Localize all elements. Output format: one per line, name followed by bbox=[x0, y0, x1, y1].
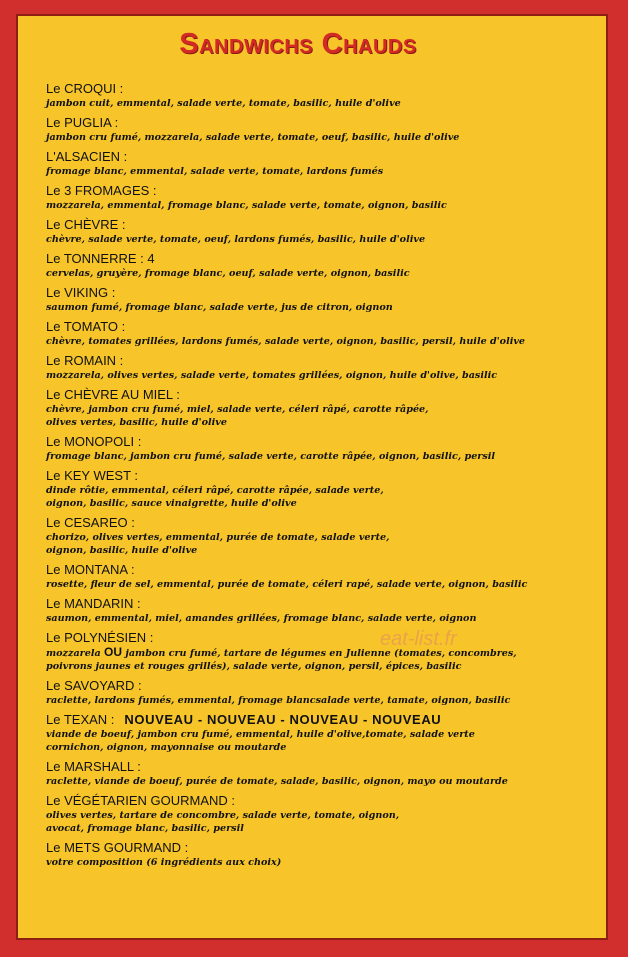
menu-item-name bbox=[46, 148, 606, 165]
menu-item-name bbox=[46, 352, 606, 369]
menu-title: Sandwichs Chauds bbox=[179, 28, 417, 60]
ingredient-line: jambon cru fumé, mozzarela, salade verte, tomate, oeuf, basilic, huile d'olive bbox=[46, 132, 460, 143]
menu-item-name bbox=[46, 114, 606, 131]
ingredient-line: viande de boeuf, jambon cru fumé, emmental, huile d'olive,tomate, salade verte bbox=[46, 729, 475, 740]
menu-item bbox=[46, 595, 606, 625]
menu-item-name bbox=[46, 839, 606, 856]
menu-panel bbox=[16, 14, 608, 940]
menu-item-ingredients bbox=[46, 484, 606, 510]
menu-item-name bbox=[46, 561, 606, 578]
ingredient-line: olives vertes, tartare de concombre, salade verte, tomate, oignon, bbox=[46, 810, 400, 821]
menu-item-name-text: Le TONNERRE : 4 bbox=[46, 251, 155, 266]
menu-item-name-text: Le TOMATO : bbox=[46, 319, 126, 334]
menu-item-name bbox=[46, 629, 606, 646]
menu-item bbox=[46, 148, 606, 178]
menu-item-ingredients bbox=[46, 728, 606, 754]
menu-item-name bbox=[46, 182, 606, 199]
menu-item-ingredients bbox=[46, 267, 606, 280]
menu-item-name bbox=[46, 433, 606, 450]
menu-item bbox=[46, 433, 606, 463]
ingredient-text: jambon cru fumé, tartare de légumes en Julienne (tomates, concombres, bbox=[125, 648, 517, 659]
menu-item bbox=[46, 318, 606, 348]
menu-item-name-text: Le TEXAN : bbox=[46, 712, 115, 727]
menu-item-name bbox=[46, 318, 606, 335]
menu-item-name bbox=[46, 80, 606, 97]
menu-item-name-text: Le KEY WEST : bbox=[46, 468, 139, 483]
menu-item-ingredients bbox=[46, 233, 606, 246]
menu-item bbox=[46, 250, 606, 280]
menu-item-name-text: Le ROMAIN : bbox=[46, 353, 124, 368]
menu-item bbox=[46, 839, 606, 869]
ingredient-line: votre composition (6 ingrédients aux choix) bbox=[46, 857, 282, 868]
menu-item-name-text: Le PUGLIA : bbox=[46, 115, 119, 130]
menu-item-name-text: Le SAVOYARD : bbox=[46, 678, 142, 693]
menu-item-name-text: Le MANDARIN : bbox=[46, 596, 141, 611]
menu-item-name-text: Le 3 FROMAGES : bbox=[46, 183, 157, 198]
menu-item-name-text: Le CROQUI : bbox=[46, 81, 124, 96]
ingredient-line: fromage blanc, emmental, salade verte, tomate, lardons fumés bbox=[46, 166, 384, 177]
menu-item-name-text: Le METS GOURMAND : bbox=[46, 840, 189, 855]
menu-item-name bbox=[46, 595, 606, 612]
menu-item bbox=[46, 216, 606, 246]
ingredient-line: cornichon, oignon, mayonnaise ou moutarde bbox=[46, 742, 287, 753]
ingredient-line: chèvre, salade verte, tomate, oeuf, lardons fumés, basilic, huile d'olive bbox=[46, 234, 426, 245]
menu-item bbox=[46, 284, 606, 314]
sandwich-list bbox=[46, 80, 606, 873]
menu-item-name-text: Le CHÈVRE : bbox=[46, 217, 126, 232]
menu-item-ingredients bbox=[46, 403, 606, 429]
ingredient-line: avocat, fromage blanc, basilic, persil bbox=[46, 823, 244, 834]
ingredient-line bbox=[46, 646, 606, 660]
menu-item-name bbox=[46, 250, 606, 267]
ingredient-line: cervelas, gruyère, fromage blanc, oeuf, salade verte, oignon, basilic bbox=[46, 268, 410, 279]
menu-item-name-text: Le POLYNÉSIEN : bbox=[46, 630, 154, 645]
menu-item-name bbox=[46, 514, 606, 531]
ingredient-text: mozzarela bbox=[46, 648, 101, 659]
menu-item-name bbox=[46, 284, 606, 301]
ingredient-line: raclette, viande de boeuf, purée de tomate, salade, basilic, oignon, mayo ou moutarde bbox=[46, 776, 508, 787]
menu-item-ingredients bbox=[46, 97, 606, 110]
menu-item-name bbox=[46, 792, 606, 809]
ingredient-line: saumon fumé, fromage blanc, salade verte, jus de citron, oignon bbox=[46, 302, 393, 313]
menu-item-ingredients bbox=[46, 646, 606, 673]
ingredient-line: fromage blanc, jambon cru fumé, salade verte, carotte râpée, oignon, basilic, persil bbox=[46, 451, 496, 462]
menu-item bbox=[46, 182, 606, 212]
menu-item bbox=[46, 352, 606, 382]
menu-item-ingredients bbox=[46, 301, 606, 314]
menu-item-ingredients bbox=[46, 450, 606, 463]
menu-item bbox=[46, 711, 606, 754]
menu-item-name-text: Le VÉGÉTARIEN GOURMAND : bbox=[46, 793, 236, 808]
menu-item-name bbox=[46, 711, 606, 728]
ingredient-line: mozzarela, olives vertes, salade verte, tomates grillées, oignon, huile d'olive, basilic bbox=[46, 370, 498, 381]
menu-item-name bbox=[46, 677, 606, 694]
ingredient-line: raclette, lardons fumés, emmental, fromage blancsalade verte, tamate, oignon, basilic bbox=[46, 695, 511, 706]
new-badge: NOUVEAU - NOUVEAU - NOUVEAU - NOUVEAU bbox=[124, 712, 442, 727]
menu-item bbox=[46, 677, 606, 707]
ingredient-line: poivrons jaunes et rouges grillés), salade verte, oignon, persil, épices, basilic bbox=[46, 661, 462, 672]
watermark: eat-list.fr bbox=[380, 628, 457, 650]
menu-item-ingredients bbox=[46, 335, 606, 348]
menu-item-name-text: Le CESAREO : bbox=[46, 515, 135, 530]
menu-item-ingredients bbox=[46, 531, 606, 557]
menu-item bbox=[46, 629, 606, 673]
menu-item-ingredients bbox=[46, 165, 606, 178]
ingredient-line: jambon cuit, emmental, salade verte, tomate, basilic, huile d'olive bbox=[46, 98, 401, 109]
menu-item-ingredients bbox=[46, 612, 606, 625]
menu-item-name-text: Le CHÈVRE AU MIEL : bbox=[46, 387, 180, 402]
menu-item bbox=[46, 561, 606, 591]
ingredient-line: chèvre, jambon cru fumé, miel, salade verte, céleri râpé, carotte râpée, bbox=[46, 404, 429, 415]
menu-item-ingredients bbox=[46, 856, 606, 869]
menu-item bbox=[46, 467, 606, 510]
menu-item-ingredients bbox=[46, 809, 606, 835]
menu-item-name-text: Le MONOPOLI : bbox=[46, 434, 142, 449]
menu-item-ingredients bbox=[46, 199, 606, 212]
menu-item-name-text: Le VIKING : bbox=[46, 285, 116, 300]
menu-item-name-text: L'ALSACIEN : bbox=[46, 149, 128, 164]
or-separator: OU bbox=[104, 645, 123, 659]
menu-item-ingredients bbox=[46, 369, 606, 382]
ingredient-line: chorizo, olives vertes, emmental, purée de tomate, salade verte, bbox=[46, 532, 390, 543]
menu-item-ingredients bbox=[46, 775, 606, 788]
ingredient-line: dinde rôtie, emmental, céleri râpé, carotte râpée, salade verte, bbox=[46, 485, 384, 496]
menu-item-ingredients bbox=[46, 131, 606, 144]
ingredient-line: olives vertes, basilic, huile d'olive bbox=[46, 417, 227, 428]
ingredient-line: mozzarela, emmental, fromage blanc, salade verte, tomate, oignon, basilic bbox=[46, 200, 447, 211]
menu-item-name bbox=[46, 386, 606, 403]
menu-item bbox=[46, 758, 606, 788]
menu-item bbox=[46, 114, 606, 144]
menu-item bbox=[46, 80, 606, 110]
menu-item bbox=[46, 514, 606, 557]
ingredient-line: oignon, basilic, huile d'olive bbox=[46, 545, 198, 556]
ingredient-line: rosette, fleur de sel, emmental, purée de tomate, céleri rapé, salade verte, oignon, basilic bbox=[46, 579, 528, 590]
menu-item bbox=[46, 792, 606, 835]
menu-item-name-text: Le MONTANA : bbox=[46, 562, 135, 577]
menu-item-name bbox=[46, 467, 606, 484]
menu-item-ingredients bbox=[46, 578, 606, 591]
ingredient-line: chèvre, tomates grillées, lardons fumés, salade verte, oignon, basilic, persil, huile d'olive bbox=[46, 336, 526, 347]
menu-item bbox=[46, 386, 606, 429]
menu-item-name bbox=[46, 216, 606, 233]
menu-item-name bbox=[46, 758, 606, 775]
menu-item-ingredients bbox=[46, 694, 606, 707]
ingredient-line: oignon, basilic, sauce vinaigrette, huile d'olive bbox=[46, 498, 297, 509]
menu-item-name-text: Le MARSHALL : bbox=[46, 759, 141, 774]
ingredient-line: saumon, emmental, miel, amandes grillées, fromage blanc, salade verte, oignon bbox=[46, 613, 477, 624]
